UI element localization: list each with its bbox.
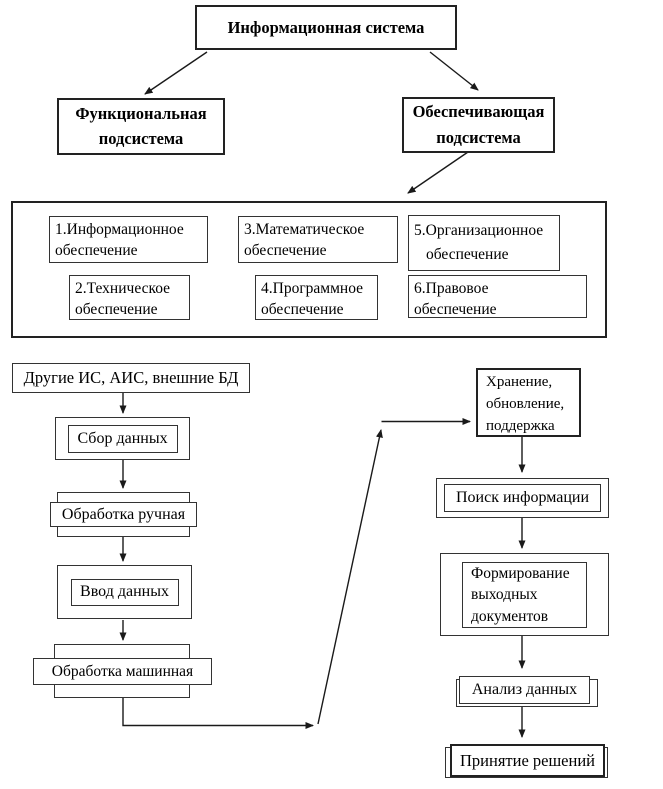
node-other-sources <box>12 363 250 393</box>
provision-item-software <box>255 275 378 320</box>
functional-subsystem-line1: Функциональная <box>75 103 207 123</box>
node-functional-subsystem <box>57 98 225 155</box>
providing-subsystem-line2: подсистема <box>436 127 521 147</box>
node-providing-subsystem <box>402 97 555 153</box>
provision-item-organizational <box>408 215 560 271</box>
node-manual-processing <box>50 502 197 527</box>
node-output-documents <box>462 562 587 628</box>
provision-item-6-line2: обеспечение <box>414 301 497 318</box>
node-data-analysis <box>459 676 590 704</box>
providing-subsystem-line1: Обеспечивающая <box>412 102 545 122</box>
provision-item-5-line2: обеспечение <box>426 246 509 263</box>
node-data-input-frame <box>57 565 192 619</box>
manual-processing-label: Обработка ручная <box>61 505 186 523</box>
node-data-collection <box>68 425 178 453</box>
information-system-label: Информационная система <box>227 17 425 37</box>
provision-item-mathematical <box>238 216 398 263</box>
node-info-search-frame <box>436 478 609 518</box>
provision-item-4-line2: обеспечение <box>261 301 344 318</box>
provision-item-5-line1: 5.Организационное <box>414 222 544 239</box>
data-collection-label: Сбор данных <box>77 429 168 447</box>
node-info-search <box>444 484 601 512</box>
node-data-input <box>71 579 179 606</box>
arrow-junction-up-diagonal <box>318 430 381 724</box>
arrow-providing-to-provision-group <box>408 152 468 193</box>
provision-item-2-line2: обеспечение <box>75 301 158 318</box>
output-documents-line1: Формирование <box>471 564 570 582</box>
node-data-collection-frame <box>55 417 190 460</box>
output-documents-line2: выходных <box>471 586 538 604</box>
machine-processing-label: Обработка машинная <box>51 662 194 680</box>
arrow-root-to-functional <box>145 52 207 94</box>
other-sources-label: Другие ИС, АИС, внешние БД <box>23 368 239 387</box>
node-output-documents-frame <box>440 553 609 636</box>
provision-item-legal <box>408 275 587 318</box>
output-documents-line3: документов <box>471 607 549 625</box>
arrow-machine-to-junction <box>123 698 313 726</box>
provision-item-information <box>49 216 208 263</box>
provision-item-3-line2: обеспечение <box>244 242 327 259</box>
node-decision-making <box>450 744 605 777</box>
provision-item-3-line1: 3.Математическое <box>244 221 365 238</box>
storage-line2: обновление, <box>486 396 565 412</box>
provision-item-technical <box>69 275 190 320</box>
node-storage <box>476 368 581 437</box>
node-machine-processing <box>33 658 212 685</box>
provision-item-1-line2: обеспечение <box>55 242 138 259</box>
node-information-system <box>195 5 457 50</box>
decision-making-label: Принятие решений <box>460 750 595 770</box>
functional-subsystem-line2: подсистема <box>98 129 184 149</box>
info-search-label: Поиск информации <box>455 489 590 506</box>
arrow-root-to-providing <box>430 52 478 90</box>
provision-item-6-line1: 6.Правовое <box>414 280 489 297</box>
storage-line1: Хранение, <box>486 374 553 390</box>
provision-item-4-line1: 4.Программное <box>261 280 364 297</box>
data-analysis-label: Анализ данных <box>471 681 578 698</box>
storage-line3: поддержка <box>486 418 555 434</box>
provision-item-2-line1: 2.Техническое <box>75 280 171 297</box>
data-input-label: Ввод данных <box>80 583 169 600</box>
provision-item-1-line1: 1.Информационное <box>55 221 184 238</box>
